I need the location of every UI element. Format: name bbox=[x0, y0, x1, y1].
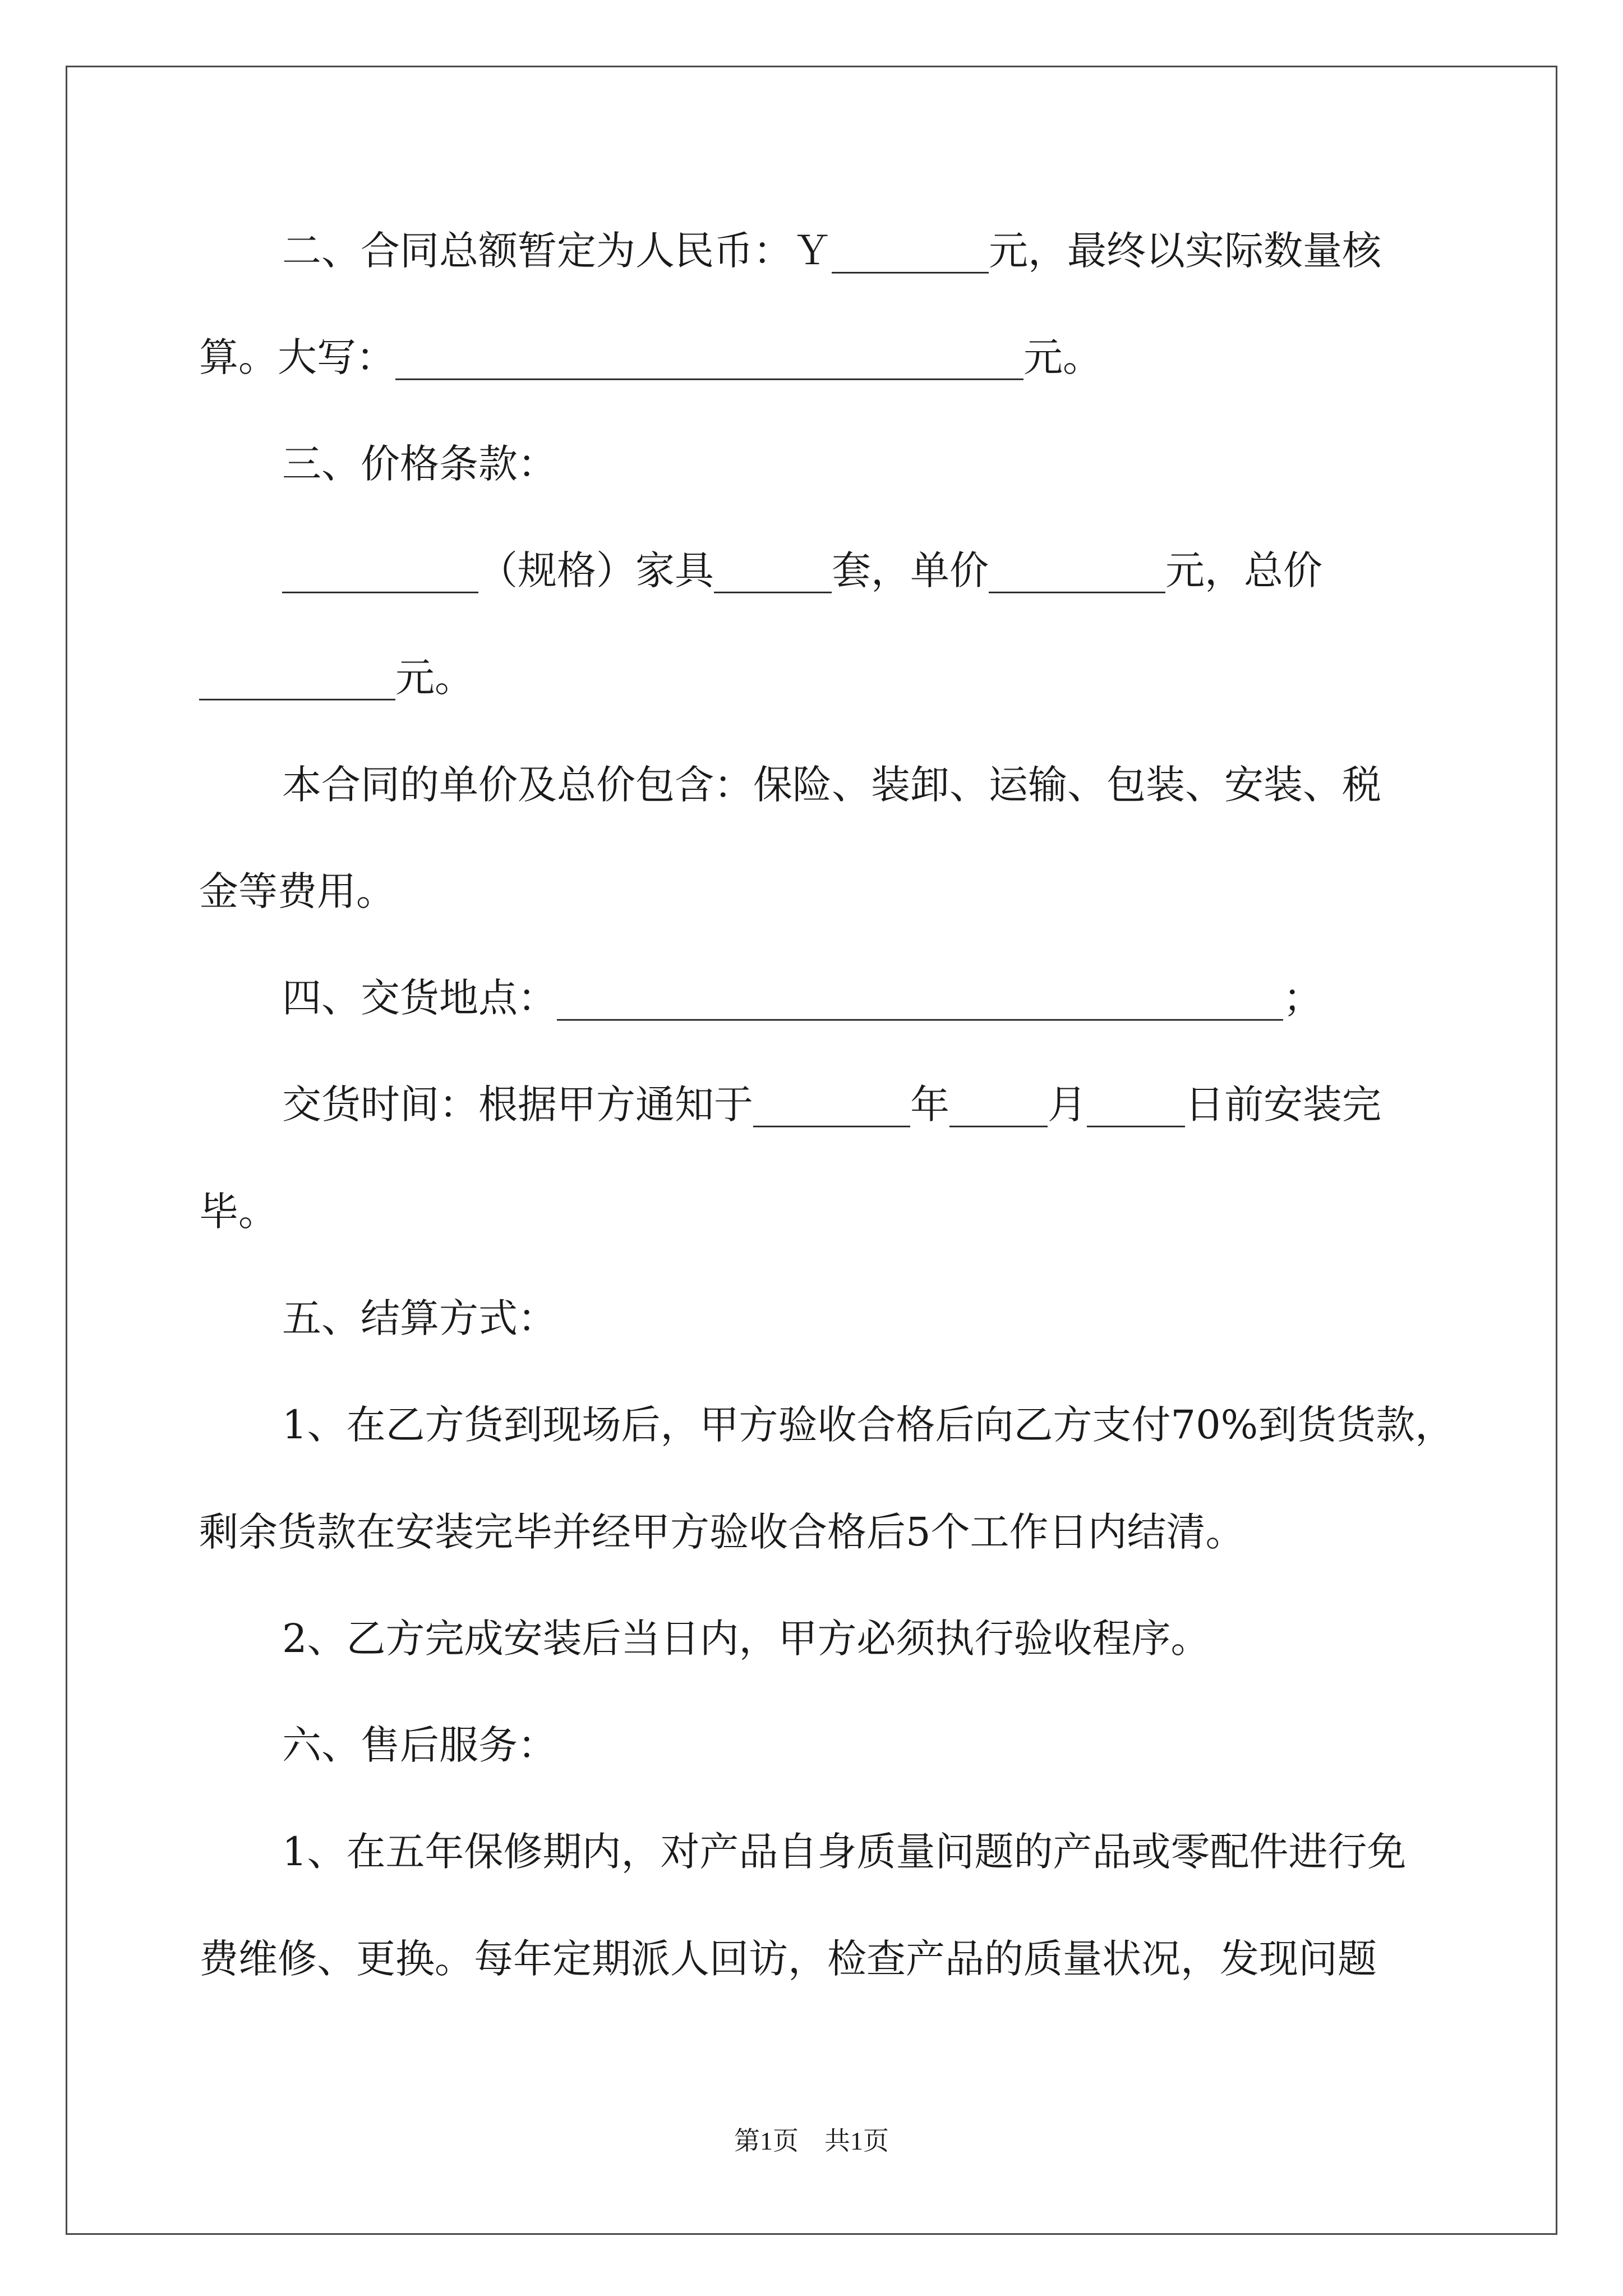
clause-4-delivery-location: 四、交货地点：_____________________________________； bbox=[282, 975, 1322, 1021]
clause-5-heading: 五、结算方式： bbox=[282, 1295, 557, 1341]
clause-3-price-inclusion-line-2: 金等费用。 bbox=[199, 868, 395, 914]
clause-2-total-amount-line-1: 二、合同总额暂定为人民币：Ｙ________元，最终以实际数量核 bbox=[282, 228, 1381, 274]
clause-5-item-1-line-1: 1、在乙方货到现场后，甲方验收合格后向乙方支付70%到货货款， bbox=[282, 1402, 1455, 1448]
clause-5-item-1-line-2: 剩余货款在安装完毕并经甲方验收合格后5个工作日内结清。 bbox=[199, 1509, 1245, 1555]
clause-3-price-inclusion-line-1: 本合同的单价及总价包含：保险、装卸、运输、包装、安装、税 bbox=[282, 762, 1381, 808]
clause-3-price-line-2: __________元。 bbox=[199, 655, 474, 701]
clause-4-delivery-time-line-1: 交货时间：根据甲方通知于________年_____月_____日前安装完 bbox=[282, 1082, 1381, 1128]
clause-3-heading: 三、价格条款： bbox=[282, 441, 557, 487]
clause-5-item-2: 2、乙方完成安装后当日内，甲方必须执行验收程序。 bbox=[282, 1616, 1210, 1662]
clause-2-total-amount-line-2: 算。大写：________________________________元。 bbox=[199, 334, 1102, 380]
clause-4-delivery-time-line-2: 毕。 bbox=[199, 1189, 278, 1235]
clause-6-item-1-line-2: 费维修、更换。每年定期派人回访，检查产品的质量状况，发现问题 bbox=[199, 1936, 1377, 1982]
clause-6-heading: 六、售后服务： bbox=[282, 1722, 557, 1768]
page-number-footer: 第1页 共1页 bbox=[734, 2127, 889, 2155]
clause-6-item-1-line-1: 1、在五年保修期内，对产品自身质量问题的产品或零配件进行免 bbox=[282, 1829, 1407, 1875]
clause-3-price-line-1: __________（规格）家具______套，单价_________元，总价 bbox=[282, 547, 1322, 593]
page-border bbox=[66, 66, 1557, 2235]
